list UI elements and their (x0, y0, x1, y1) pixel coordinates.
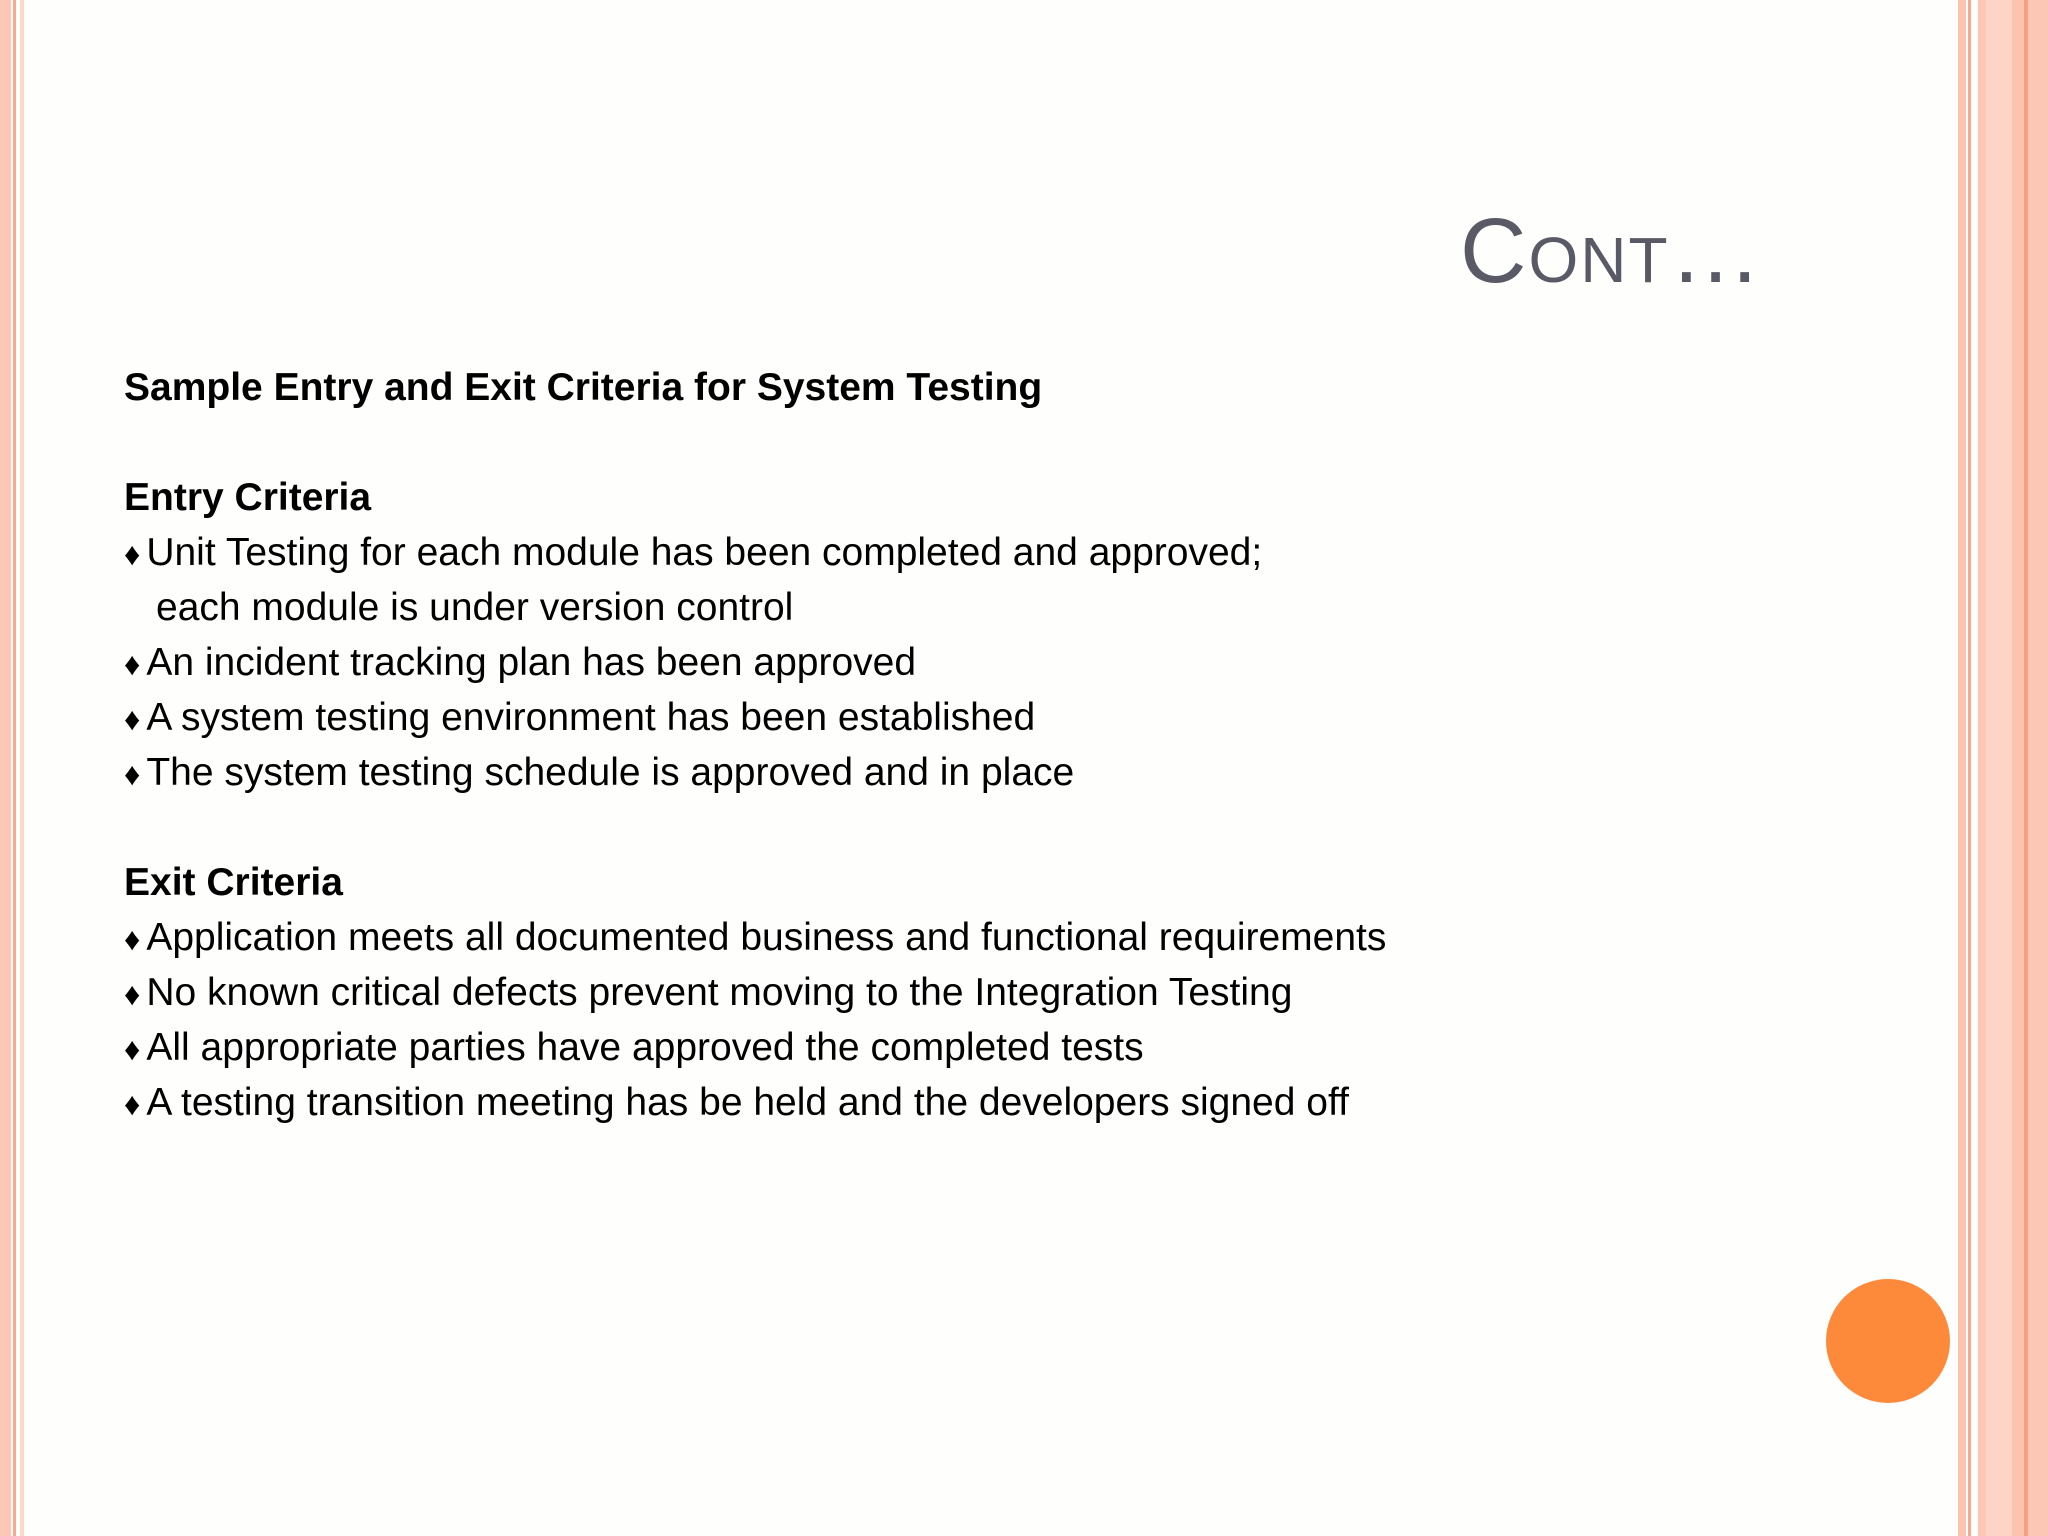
exit-item (124, 910, 1904, 965)
diamond-bullet-icon: ♦ (124, 701, 141, 737)
exit-item-text: A testing transition meeting has be held and the developers signed off (146, 1081, 1349, 1124)
diamond-bullet-icon: ♦ (124, 646, 141, 682)
right-frame-stripe (1958, 0, 1966, 1536)
entry-item (124, 690, 1904, 745)
right-frame-stripe (1968, 0, 1971, 1536)
diamond-bullet-icon: ♦ (124, 921, 141, 957)
entry-item-continuation: each module is under version control (156, 586, 794, 629)
right-frame-stripe (2028, 0, 2048, 1536)
entry-item (124, 525, 1904, 580)
exit-item (124, 1075, 1904, 1130)
exit-item (124, 1020, 1904, 1075)
slide-title: Cont… (1460, 200, 1764, 302)
slide-body (124, 360, 1904, 1130)
entry-item (124, 635, 1904, 690)
entry-item-text: A system testing environment has been established (146, 696, 1036, 739)
section-heading: Sample Entry and Exit Criteria for System Testing (124, 366, 1043, 409)
exit-item-text: All appropriate parties have approved the completed tests (146, 1026, 1144, 1069)
diamond-bullet-icon: ♦ (124, 756, 141, 792)
diamond-bullet-icon: ♦ (124, 536, 141, 572)
entry-item-text: Unit Testing for each module has been completed and approved; (146, 531, 1263, 574)
entry-item-text: The system testing schedule is approved and in place (146, 751, 1075, 794)
exit-item-text: No known critical defects prevent moving to the Integration Testing (146, 971, 1293, 1014)
entry-item (124, 745, 1904, 800)
entry-criteria-label: Entry Criteria (124, 476, 372, 519)
entry-item-text: An incident tracking plan has been approved (146, 641, 917, 684)
left-frame-stripe (13, 0, 16, 1536)
diamond-bullet-icon: ♦ (124, 1086, 141, 1122)
diamond-bullet-icon: ♦ (124, 976, 141, 1012)
right-frame-stripe (1978, 0, 1986, 1536)
left-frame-stripe (0, 0, 11, 1536)
left-frame-stripe (20, 0, 24, 1536)
exit-criteria-label: Exit Criteria (124, 861, 343, 904)
diamond-bullet-icon: ♦ (124, 1031, 141, 1067)
right-frame-stripe (2012, 0, 2024, 1536)
accent-circle (1826, 1279, 1950, 1403)
spacer (124, 415, 1904, 470)
exit-item-text: Application meets all documented business and functional requirements (146, 916, 1387, 959)
exit-item (124, 965, 1904, 1020)
right-frame-stripe (1986, 0, 2012, 1536)
spacer (124, 800, 1904, 855)
